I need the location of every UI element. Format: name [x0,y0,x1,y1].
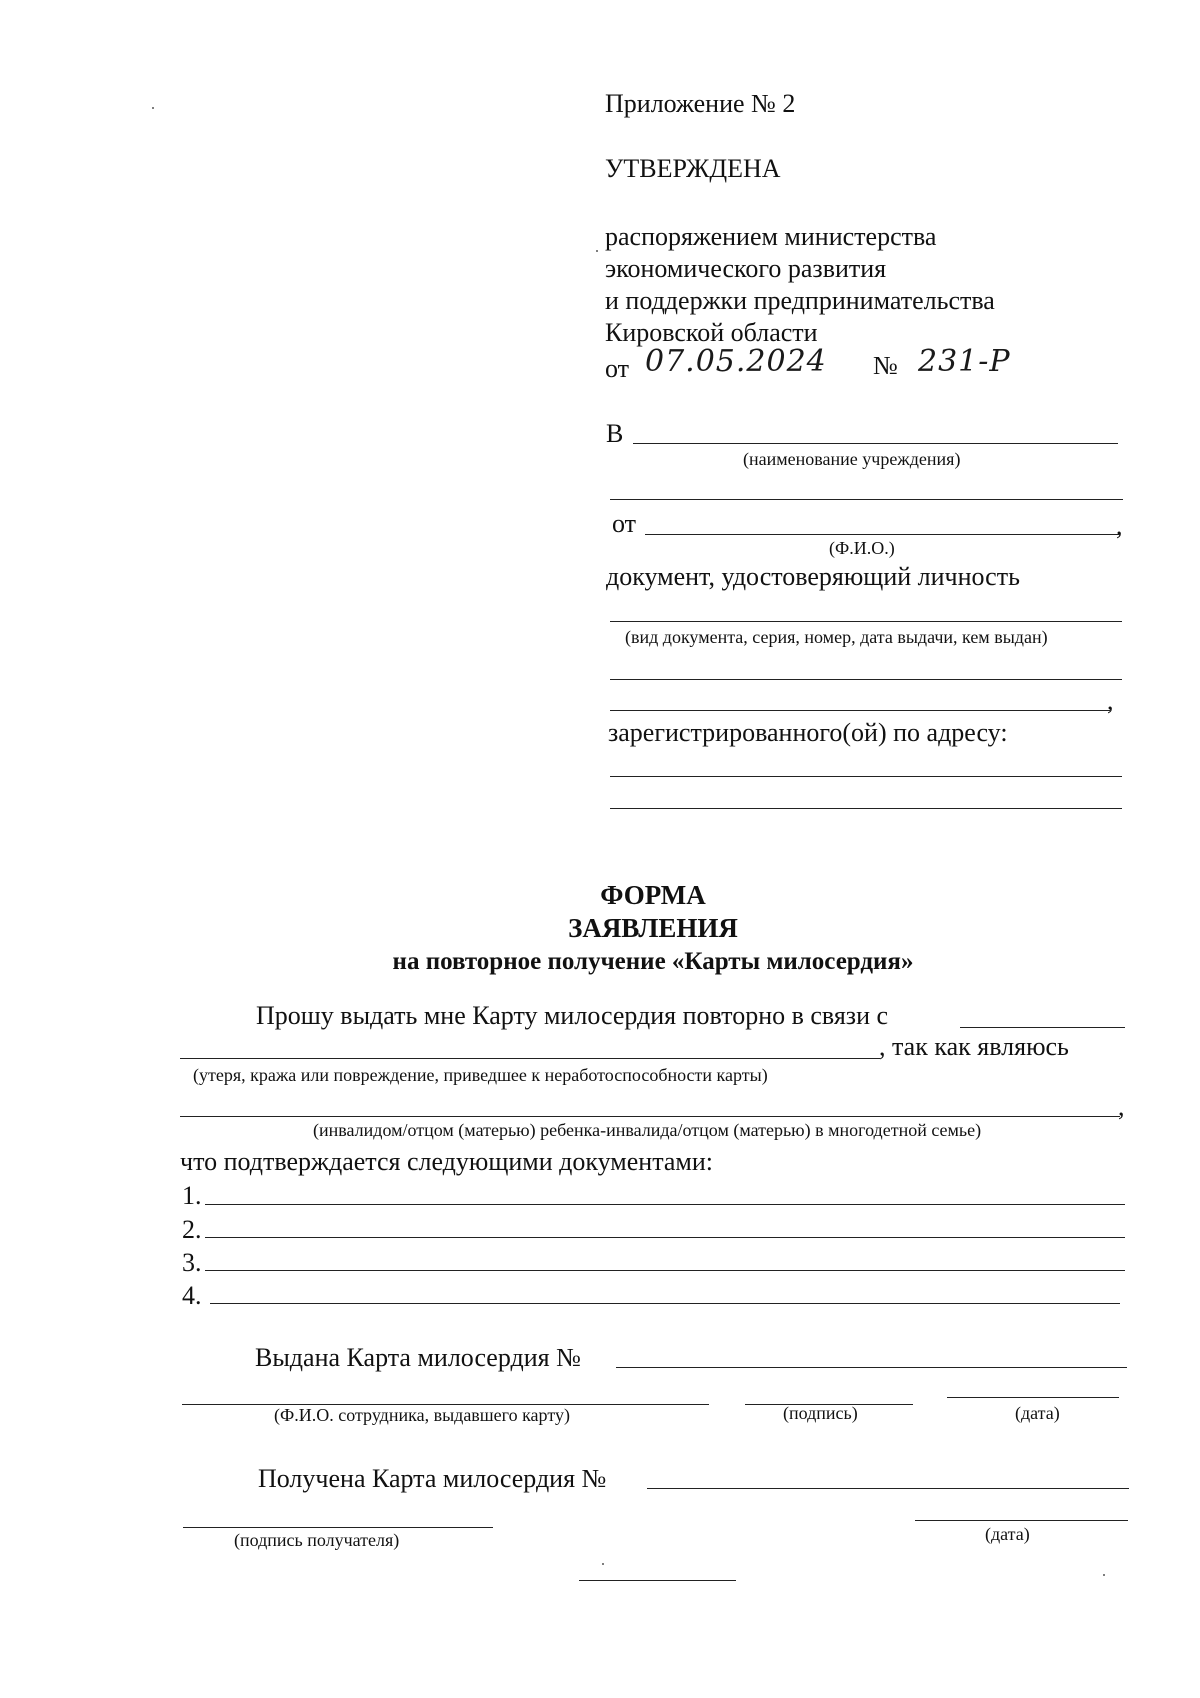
scan-speck [596,250,598,252]
address-label: зарегистрированного(ой) по адресу: [608,718,1008,747]
reason-field[interactable] [960,1027,1125,1028]
footer-divider [579,1580,736,1581]
document-item-3-number: 3. [182,1248,202,1277]
order-number-handwritten: 231-Р [918,344,1011,379]
document-item-2-number: 2. [182,1215,202,1244]
document-item-4-field[interactable] [210,1303,1120,1304]
received-signature-caption: (подпись получателя) [234,1530,400,1550]
approved-stamp-text: УТВЕРЖДЕНА [605,154,781,183]
address-field-line-1[interactable] [610,776,1122,777]
issued-date-field[interactable] [947,1397,1119,1398]
fio-comma: , [1116,511,1123,540]
scan-speck [152,107,154,109]
order-line-1: распоряжением министерства [605,222,937,251]
status-field[interactable] [180,1116,1120,1117]
because-text: , так как являюсь [879,1032,1069,1061]
scan-speck [1103,1574,1105,1576]
institution-caption: (наименование учреждения) [743,449,961,469]
status-caption: (инвалидом/отцом (матерью) ребенка-инвалида/отцом (матерью) в многодетной семье) [313,1120,982,1140]
form-purpose: на повторное получение «Карты милосердия» [392,948,914,975]
document-item-3-field[interactable] [205,1270,1125,1271]
id-document-field-line-3[interactable] [610,710,1110,711]
received-signature-field[interactable] [183,1527,493,1528]
status-comma: , [1118,1092,1125,1121]
id-document-field-line-2[interactable] [610,679,1122,680]
reason-caption: (утеря, кража или повреждение, приведшее к неработоспособности карты) [193,1065,768,1085]
fio-field[interactable] [645,534,1119,535]
from-label: от [612,509,637,538]
institution-field-continued[interactable] [610,499,1123,500]
issued-date-caption: (дата) [1015,1403,1060,1423]
document-item-1-field[interactable] [205,1204,1125,1205]
document-item-2-field[interactable] [205,1237,1125,1238]
id-document-caption: (вид документа, серия, номер, дата выдачи, кем выдан) [625,627,1048,647]
received-card-number-field[interactable] [647,1488,1129,1489]
reason-field-continued[interactable] [180,1058,880,1059]
scan-speck [602,1563,604,1565]
order-line-3: и поддержки предпринимательства [605,286,995,315]
order-line-2: экономического развития [605,254,887,283]
confirm-text: что подтверждается следующими документами: [180,1147,713,1176]
form-title: ФОРМА [600,880,706,910]
issued-card-number-field[interactable] [616,1367,1127,1368]
order-date-handwritten: 07.05.2024 [645,344,827,379]
order-line-4: Кировской области [605,318,818,347]
order-number-label: № [873,351,898,380]
received-date-field[interactable] [915,1520,1128,1521]
address-field-line-2[interactable] [610,808,1122,809]
fio-caption: (Ф.И.О.) [829,538,895,558]
to-label: В [606,419,624,448]
document-item-1-number: 1. [182,1181,202,1210]
order-date-label: от [605,354,630,383]
received-date-caption: (дата) [985,1524,1030,1544]
institution-field[interactable] [633,443,1118,444]
document-item-4-number: 4. [182,1281,202,1310]
appendix-number: Приложение № 2 [605,89,796,118]
id-document-field[interactable] [610,621,1122,622]
received-card-label: Получена Карта милосердия № [258,1464,607,1493]
issued-signature-caption: (подпись) [783,1403,858,1423]
request-text: Прошу выдать мне Карту милосердия повторно в связи с [256,1001,889,1030]
issued-employee-caption: (Ф.И.О. сотрудника, выдавшего карту) [274,1405,570,1425]
form-subtitle: ЗАЯВЛЕНИЯ [568,913,738,943]
id-document-comma: , [1107,686,1114,715]
id-document-label: документ, удостоверяющий личность [606,562,1020,591]
issued-card-label: Выдана Карта милосердия № [255,1343,581,1372]
